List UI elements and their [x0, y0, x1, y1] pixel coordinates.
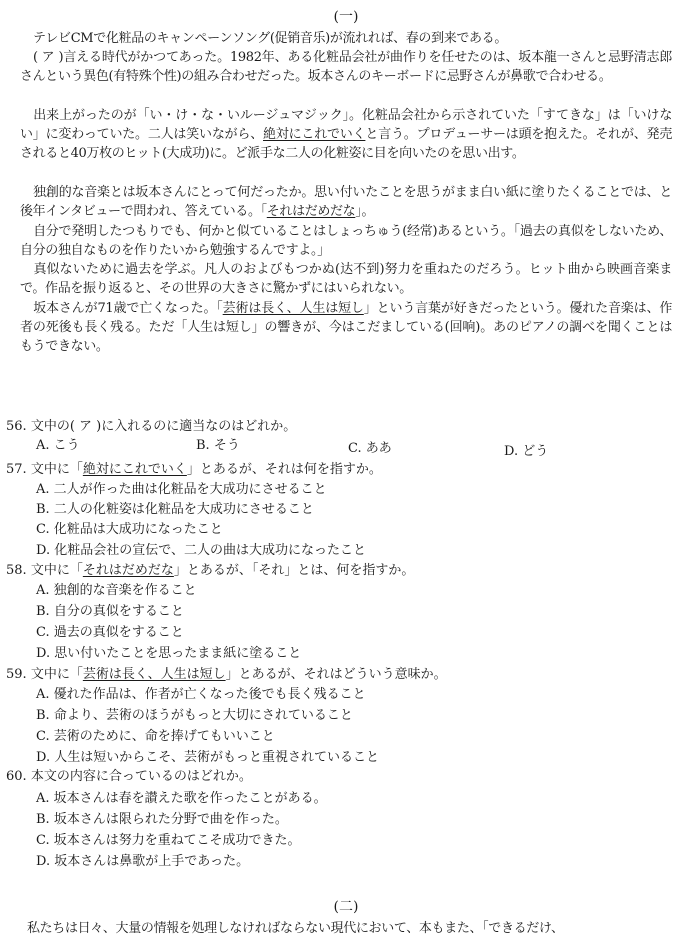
option-56-c[interactable]: [348, 440, 392, 458]
option-59-b[interactable]: [36, 707, 353, 725]
section-2-title: (二): [333, 899, 359, 915]
underlined-phrase: 絶対にこれでいく: [82, 462, 187, 477]
paragraph-text: と言う。プロデューサーは頭を抱えた。それが、発売されると40万枚のヒット(大成功)に。ど派手な二人の化粧姿に目を向いたのを思い出す。: [20, 127, 672, 162]
option-59-a[interactable]: [36, 686, 366, 704]
option-57-d[interactable]: [36, 542, 366, 560]
option-letter: C.: [36, 729, 50, 744]
paragraph-text: 」。: [355, 204, 375, 220]
option-text: 人生は短いからこそ、芸術がもっと重視されていること: [54, 750, 379, 765]
option-text: 自分の真似をすること: [53, 604, 184, 619]
paragraph-text: ( ア )言える時代がかつてあった。1982年、ある化粧品会社が曲作りを任せたのは、坂本龍一さんと忌野清志郎さんという異色(有特殊个性)の組み合わせだった。坂本さんのキーボードに忌野さんが鼻歌で合わせる。: [20, 50, 672, 85]
option-letter: D.: [36, 543, 51, 558]
option-text: 坂本さんは春を讃えた歌を作ったことがある。: [53, 791, 327, 806]
option-text: 命より、芸術のほうがもっと大切にされていること: [53, 708, 353, 723]
question-56: [6, 418, 686, 436]
section-1-title: (一): [333, 9, 359, 25]
option-letter: C.: [348, 441, 362, 456]
question-stem: 文中に「: [30, 462, 83, 477]
question-58: [6, 562, 686, 580]
option-60-b[interactable]: [36, 811, 288, 829]
option-letter: A.: [36, 482, 50, 497]
question-number: 60.: [6, 769, 27, 784]
option-text: どう: [522, 444, 549, 459]
option-letter: A.: [36, 438, 50, 453]
option-letter: C.: [36, 833, 50, 848]
option-60-a[interactable]: [36, 790, 327, 808]
option-text: 思い付いたことを思ったまま紙に塗ること: [54, 646, 302, 661]
paragraph-4: [20, 183, 672, 221]
option-58-d[interactable]: [36, 645, 301, 663]
question-number: 59.: [6, 667, 27, 682]
option-58-b[interactable]: [36, 603, 184, 621]
underlined-phrase: 芸術は長く、人生は短し: [222, 301, 364, 316]
question-stem: 」とあるが、「それ」とは、何を指すか。: [173, 563, 415, 578]
paragraph-1: [20, 29, 672, 48]
paragraph-6: [20, 260, 672, 298]
question-stem: 」とあるが、それは何を指すか。: [186, 462, 382, 477]
underlined-phrase: それはだめだな: [82, 563, 174, 578]
question-number: 57.: [6, 462, 27, 477]
paragraph-7: [20, 299, 672, 357]
question-stem: 文中に「: [30, 563, 83, 578]
option-text: 芸術のために、命を捧げてもいいこと: [53, 729, 275, 744]
option-56-b[interactable]: [196, 437, 240, 455]
option-letter: B.: [36, 604, 50, 619]
question-stem: 本文の内容に合っているのはどれか。: [30, 769, 252, 784]
option-60-d[interactable]: [36, 853, 249, 871]
paragraph-text: 自分で発明したつもりでも、何かと似ていることはしょっちゅう(经常)あるという。「過去の真似をしないため、自分の独自なものを作りたいから勉強するんですよ。」: [20, 224, 672, 259]
option-57-a[interactable]: [36, 481, 327, 499]
option-text: 優れた作品は、作者が亡くなった後でも長く残ること: [53, 687, 366, 702]
option-57-c[interactable]: [36, 521, 223, 539]
paragraph-5: [20, 222, 672, 260]
option-letter: A.: [36, 791, 50, 806]
option-58-c[interactable]: [36, 624, 184, 642]
option-text: 化粧品は大成功になったこと: [53, 522, 223, 537]
paragraph-3: [20, 106, 672, 164]
option-58-a[interactable]: [36, 582, 197, 600]
option-59-c[interactable]: [36, 728, 275, 746]
underlined-phrase: 絶対にこれでいく: [263, 127, 366, 143]
paragraph-text: 出来上がったのが「い・け・な・いルージュマジック」。化粧品会社から示されていた「すてきな」は「いけない」に変わっていた。二人は笑いながら、: [20, 108, 672, 143]
question-stem: 文中に「: [30, 667, 83, 682]
option-letter: D.: [504, 444, 519, 459]
question-59: [6, 666, 686, 684]
option-59-d[interactable]: [36, 749, 379, 767]
paragraph-2: [20, 48, 672, 86]
option-text: そう: [213, 438, 240, 453]
option-text: 坂本さんは限られた分野で曲を作った。: [53, 812, 288, 827]
option-letter: B.: [196, 438, 210, 453]
option-text: 二人が作った曲は化粧品を大成功にさせること: [53, 482, 327, 497]
option-letter: A.: [36, 583, 50, 598]
option-letter: C.: [36, 625, 50, 640]
section-2-intro: [14, 919, 684, 938]
option-letter: B.: [36, 708, 50, 723]
option-letter: B.: [36, 502, 50, 517]
question-number: 58.: [6, 563, 27, 578]
option-56-d[interactable]: [504, 443, 548, 461]
option-text: 坂本さんは鼻歌が上手であった。: [54, 854, 250, 869]
option-letter: B.: [36, 812, 50, 827]
paragraph-text: 坂本さんが71歳で亡くなった。「: [33, 301, 223, 316]
paragraph-text: 」という言葉が好きだったという。優れた音楽は、作者の死後も長く残る。ただ「人生は短し」の響きが、今はこだましている(回响)。あのピアノの調べを聞くことはもうできない。: [20, 301, 673, 355]
option-60-c[interactable]: [36, 832, 300, 850]
option-letter: C.: [36, 522, 50, 537]
option-text: 化粧品会社の宣伝で、二人の曲は大成功になったこと: [54, 543, 366, 558]
paragraph-text: 真似ないために過去を学ぶ。凡人のおよびもつかぬ(达不到)努力を重ねたのだろう。ヒット曲から映画音楽まで。作品を振り返ると、その世界の大きさに驚かずにはいられない。: [20, 262, 672, 297]
question-stem: 文中の( ア )に入れるのに適当なのはどれか。: [30, 419, 297, 434]
question-number: 56.: [6, 419, 27, 434]
option-57-b[interactable]: [36, 501, 314, 519]
option-letter: D.: [36, 854, 51, 869]
option-letter: A.: [36, 687, 50, 702]
underlined-phrase: 芸術は長く、人生は短し: [82, 667, 226, 682]
option-text: 二人の化粧姿は化粧品を大成功にさせること: [53, 502, 314, 517]
question-57: [6, 461, 686, 479]
option-text: 過去の真似をすること: [53, 625, 184, 640]
option-text: ああ: [365, 441, 392, 456]
paragraph-text: 独創的な音楽とは坂本さんにとって何だったか。思い付いたことを思うがまま白い紙に塗りたくることでは、と後年インタビューで問われ、答えている。「: [20, 185, 672, 220]
option-text: こう: [53, 438, 80, 453]
paragraph-text: 私たちは日々、大量の情報を処理しなければならない現代において、本もまた、「できるだけ、: [27, 921, 564, 936]
option-letter: D.: [36, 750, 51, 765]
option-56-a[interactable]: [36, 437, 80, 455]
question-60: [6, 768, 686, 786]
option-text: 独創的な音楽を作ること: [53, 583, 197, 598]
question-stem: 」とあるが、それはどういう意味か。: [225, 667, 447, 682]
paragraph-text: テレビCMで化粧品のキャンペーンソング(促销音乐)が流れれば、春の到来である。: [33, 31, 507, 46]
underlined-phrase: それはだめだな: [266, 204, 356, 220]
option-text: 坂本さんは努力を重ねてこそ成功できた。: [53, 833, 301, 848]
option-letter: D.: [36, 646, 51, 661]
